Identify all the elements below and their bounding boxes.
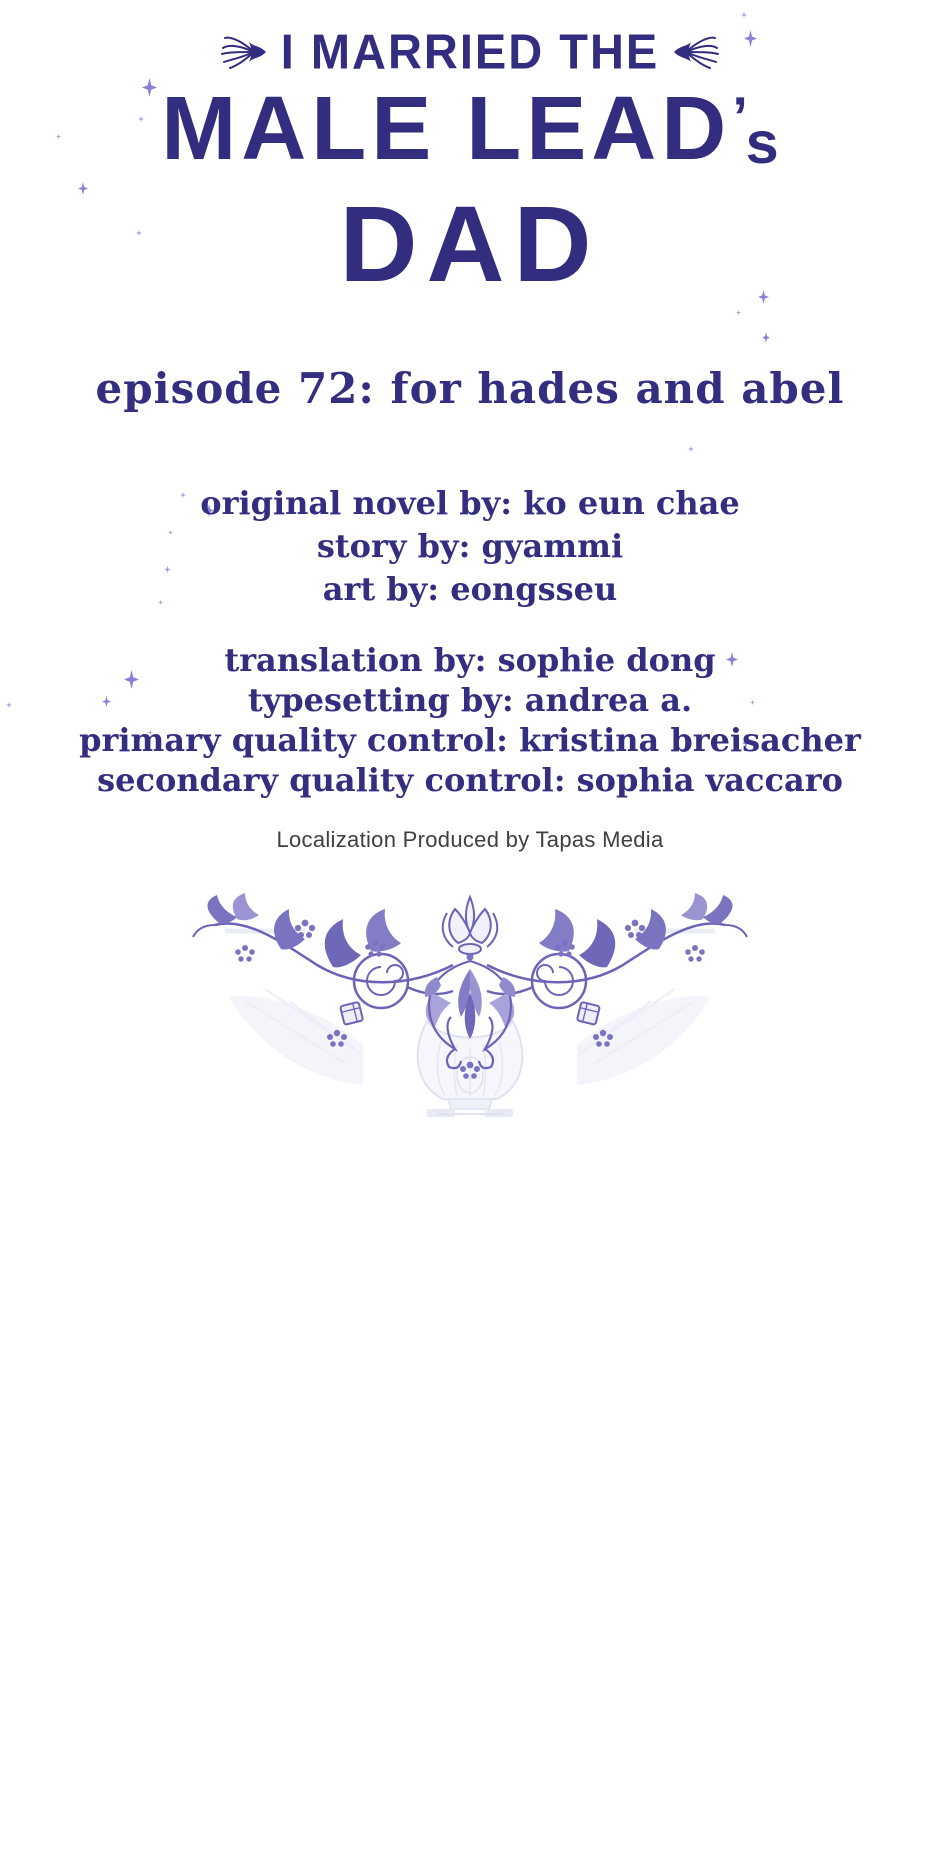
sparkle-icon	[736, 310, 741, 315]
fleuron-right-icon	[673, 32, 719, 72]
sparkle-icon	[688, 446, 694, 452]
series-title-line3: DAD	[339, 183, 601, 304]
credits-original-block	[0, 482, 940, 611]
credit-art: art by: eongsseu	[322, 570, 618, 608]
credit-translation: translation by: sophie dong	[224, 641, 716, 679]
credit-story: story by: gyammi	[316, 527, 624, 565]
series-title-line2-main: MALE LEAD	[161, 79, 732, 179]
sparkle-icon	[762, 332, 770, 343]
series-title-line2	[0, 79, 940, 179]
credit-secondary-qc: secondary quality control: sophia vaccaro	[97, 761, 843, 799]
series-title-s: s	[745, 108, 779, 176]
credit-primary-qc: primary quality control: kristina breisacher	[79, 721, 861, 759]
credit-typesetting: typesetting by: andrea a.	[247, 681, 693, 719]
sparkle-icon	[741, 12, 747, 18]
series-title-apostrophe: ’	[732, 84, 748, 148]
floral-flourish-ornament	[185, 893, 755, 1128]
credits-localization-block	[0, 640, 940, 800]
credit-original-novel: original novel by: ko eun chae	[200, 484, 740, 522]
episode-title: episode 72: for hades and abel	[95, 364, 845, 413]
fleuron-left-icon	[221, 32, 267, 72]
series-title-line1-text: I MARRIED THE	[280, 23, 660, 80]
localization-note: Localization Produced by Tapas Media	[276, 827, 664, 852]
series-title-line1	[0, 23, 940, 80]
